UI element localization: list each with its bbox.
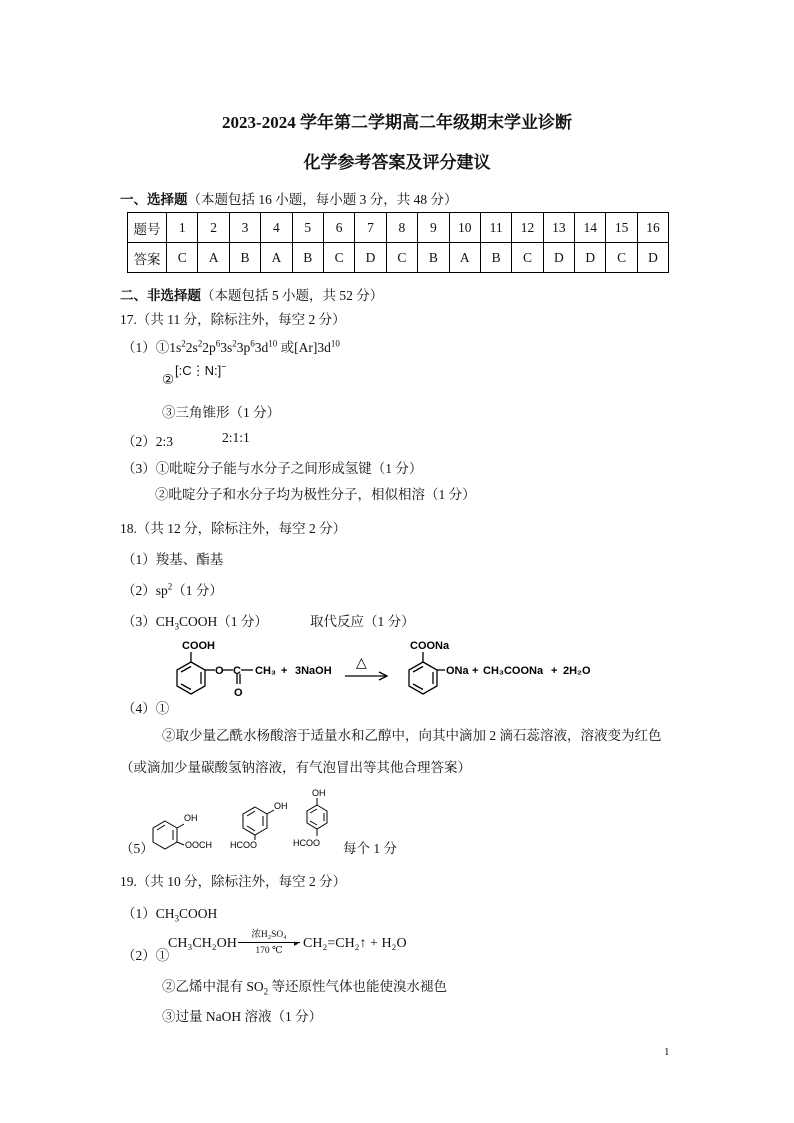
section2-note: （本题包括 5 小题，共 52 分） bbox=[201, 288, 384, 303]
table-row-label: 题号 bbox=[128, 213, 167, 243]
section2-heading: 二、非选择题 bbox=[120, 288, 201, 303]
q17-header: 17.（共 11 分，除标注外，每空 2 分） bbox=[120, 312, 346, 327]
isomer-1-oocch: OOCH bbox=[185, 840, 212, 850]
q18-p5-note: 每个 1 分 bbox=[343, 841, 397, 856]
ona-label: ONa bbox=[446, 665, 469, 677]
aspirin-hydrolysis-equation bbox=[165, 636, 605, 712]
table-cell: C bbox=[323, 243, 354, 273]
q19-p2-label: （2）① bbox=[122, 948, 170, 963]
isomer-3-oh: OH bbox=[312, 788, 326, 798]
answer-table-number-row bbox=[128, 213, 669, 243]
carbonyl-carbon: C bbox=[233, 665, 241, 677]
table-cell: C bbox=[167, 243, 198, 273]
plus-sign-3: + bbox=[551, 665, 558, 677]
q18-p4-2b: （或滴加少量碳酸氢钠溶液，有气泡冒出等其他合理答案） bbox=[120, 760, 471, 775]
coona-label: COONa bbox=[410, 640, 450, 652]
q17-p3-1: （3）①吡啶分子能与水分子之间形成氢键（1 分） bbox=[122, 461, 423, 476]
q18-p4-label: （4）① bbox=[122, 701, 170, 716]
plus-sign-2: + bbox=[472, 665, 479, 677]
table-cell: 5 bbox=[292, 213, 323, 243]
q19-header: 19.（共 10 分，除标注外，每空 2 分） bbox=[120, 874, 347, 889]
equation-arrow-head: ▸ bbox=[294, 938, 299, 948]
table-cell: B bbox=[480, 243, 511, 273]
table-cell: C bbox=[512, 243, 543, 273]
equation-condition-bottom: 170 ℃ bbox=[255, 946, 283, 956]
table-cell: 4 bbox=[261, 213, 292, 243]
ethylene-equation-right: CH₂=CH₂↑ + H₂O bbox=[303, 936, 407, 951]
methyl-label: CH₃ bbox=[255, 665, 276, 677]
table-cell: D bbox=[543, 243, 574, 273]
naoh-label: 3NaOH bbox=[295, 665, 332, 677]
electron-config-alt: 或[Ar]3d bbox=[277, 340, 331, 355]
section1-line bbox=[120, 188, 458, 208]
table-cell: A bbox=[261, 243, 292, 273]
q17-p3-2: ②吡啶分子和水分子均为极性分子，相似相溶（1 分） bbox=[155, 487, 476, 502]
table-cell: D bbox=[355, 243, 386, 273]
table-cell: 16 bbox=[637, 213, 668, 243]
answer-table bbox=[127, 212, 669, 273]
equation-arrow bbox=[238, 942, 300, 943]
q17-p2-b: 2:1:1 bbox=[222, 430, 250, 445]
page-title: 2023-2024 学年第二学期高二年级期末学业诊断 bbox=[222, 113, 572, 132]
table-cell: B bbox=[229, 243, 260, 273]
table-cell: D bbox=[575, 243, 606, 273]
cyanide-ion-formula: [:C⋮N:]− bbox=[175, 361, 227, 378]
q18-p3-a: $(3)CH_3COOH(1$ 分） bbox=[122, 614, 268, 632]
table-cell: 14 bbox=[575, 213, 606, 243]
q17-p2-a: （2）2:3 bbox=[122, 434, 174, 449]
page-number: 1 bbox=[664, 1046, 670, 1058]
heat-symbol: △ bbox=[356, 654, 367, 670]
isomer-1-oh: OH bbox=[184, 813, 198, 823]
carbonyl-oxygen: O bbox=[234, 687, 243, 699]
answer-table-answer-row bbox=[128, 243, 669, 273]
table-cell: 7 bbox=[355, 213, 386, 243]
table-cell: C bbox=[386, 243, 417, 273]
plus-sign-1: + bbox=[281, 665, 288, 677]
q18-p2: $(2)sp^2(1$ 分） bbox=[122, 581, 223, 598]
q17-p1-2: ② bbox=[162, 372, 175, 387]
equation-condition-top: 浓H₂SO₄ bbox=[251, 930, 287, 940]
electron-config: $1s^22s^22p^63s^23p^63d^{10}$ bbox=[169, 338, 278, 355]
table-cell: 11 bbox=[480, 213, 511, 243]
q18-p3-c: 取代反应（1 分） bbox=[310, 614, 415, 629]
section1-note: （本题包括 16 小题，每小题 3 分，共 48 分） bbox=[187, 192, 458, 207]
table-cell: 2 bbox=[198, 213, 229, 243]
water-label: 2H₂O bbox=[563, 665, 591, 677]
table-cell: 9 bbox=[418, 213, 449, 243]
isomer-2-hcoo: HCOO bbox=[230, 840, 257, 850]
table-cell: B bbox=[292, 243, 323, 273]
table-cell: B bbox=[418, 243, 449, 273]
table-cell: 1 bbox=[167, 213, 198, 243]
q19-p1: $(1)CH_3COOH$ bbox=[122, 906, 218, 924]
q17-p1-1: $(1)①1s^22s^22p^63s^23p^63d^{10}$ 或$[Ar]3d^{10}$ bbox=[122, 338, 340, 355]
isomer-2-oh: OH bbox=[274, 801, 288, 811]
table-cell: C bbox=[606, 243, 637, 273]
q18-p1: （1）羧基、酯基 bbox=[122, 552, 224, 567]
table-cell: A bbox=[449, 243, 480, 273]
q18-header: 18.（共 12 分，除标注外，每空 2 分） bbox=[120, 521, 347, 536]
q18-p5-label: （5） bbox=[120, 841, 154, 856]
ester-oxygen: O bbox=[215, 665, 224, 677]
sodium-acetate-label: CH₃COONa bbox=[483, 665, 544, 677]
table-row-label: 答案 bbox=[128, 243, 167, 273]
table-cell: A bbox=[198, 243, 229, 273]
table-cell: 3 bbox=[229, 213, 260, 243]
section2-line bbox=[120, 284, 383, 304]
q18-p4-2: ②取少量乙酰水杨酸溶于适量水和乙醇中，向其中滴加 2 滴石蕊溶液，溶液变为红色 bbox=[162, 728, 662, 743]
q19-p2-2: ②乙烯中混有 $SO_2$ 等还原性气体也能使溴水褪色 bbox=[162, 979, 448, 997]
cooh-label: COOH bbox=[182, 640, 215, 652]
table-cell: 15 bbox=[606, 213, 637, 243]
table-cell: 10 bbox=[449, 213, 480, 243]
q17-p1-3: ③三角锥形（1 分） bbox=[162, 405, 281, 420]
page-subtitle: 化学参考答案及评分建议 bbox=[303, 153, 491, 172]
isomer-structures bbox=[150, 785, 350, 851]
table-cell: 8 bbox=[386, 213, 417, 243]
table-cell: 6 bbox=[323, 213, 354, 243]
q17-p1-prefix: （1）① bbox=[122, 340, 170, 355]
table-cell: 13 bbox=[543, 213, 574, 243]
table-cell: 12 bbox=[512, 213, 543, 243]
q19-p2-3: ③过量 NaOH 溶液（1 分） bbox=[162, 1009, 323, 1024]
section1-heading: 一、选择题 bbox=[120, 192, 188, 207]
table-cell: D bbox=[637, 243, 668, 273]
ethylene-equation-left: CH₃CH₂OH bbox=[168, 936, 237, 951]
isomer-3-hcoo: HCOO bbox=[293, 838, 320, 848]
